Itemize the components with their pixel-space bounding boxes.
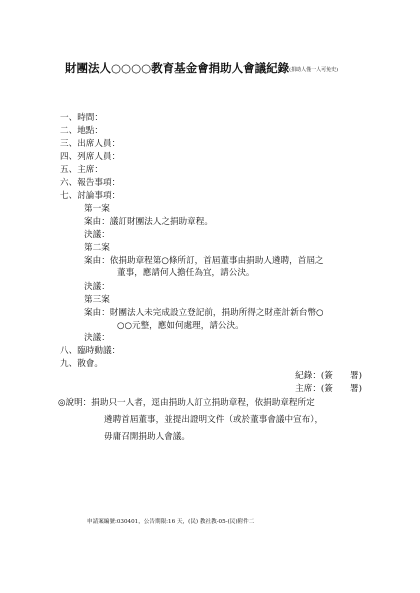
agenda-item-chair: 五、主席： <box>60 165 103 175</box>
recorder-signature: 紀錄：(簽 署) <box>295 371 362 381</box>
note-line-3: 毋庸召開捐助人會議。 <box>104 432 190 442</box>
agenda-item-adjournment: 九、散會。 <box>60 359 103 369</box>
agenda-item-location: 二、地點： <box>60 126 103 136</box>
chair-signature: 主席：(簽 署) <box>295 384 362 394</box>
agenda-item-extempore-motions: 八、臨時動議： <box>60 346 121 356</box>
agenda-item-discussion: 七、討論事項： <box>60 191 121 201</box>
agenda-item-attendees: 三、出席人員： <box>60 139 121 149</box>
case-2-reason-line-2: 董事，應請何人擔任為宜，請公決。 <box>117 268 255 278</box>
case-3-reason-line-2: ○○元整，應如何處理，請公決。 <box>117 321 244 331</box>
title-note: (捐助人僅一人可免史) <box>289 67 339 73</box>
agenda-item-time: 一、時間： <box>60 113 103 123</box>
case-1-reason: 案由：議訂財團法人之捐助章程。 <box>84 217 213 227</box>
note-line-2: 遴聘首屆董事，並提出證明文件（或於董事會議中宣布）， <box>104 415 324 425</box>
document-title <box>65 60 338 78</box>
title-text: 財團法人○○○○教育基金會捐助人會議紀錄 <box>65 61 290 75</box>
case-3-heading: 第三案 <box>84 295 110 305</box>
agenda-item-observers: 四、列席人員： <box>60 152 121 162</box>
case-3-resolution: 決議： <box>84 333 110 343</box>
case-2-reason-line-1: 案由：依捐助章程第○條所訂，首屆董事由捐助人遴聘，首屆之 <box>84 256 324 266</box>
footer-reference: 申請案編號:030401，公告期限:16 天，(民) 教社教-05-(民)附件二 <box>87 519 255 525</box>
case-2-resolution: 決議： <box>84 282 110 292</box>
case-3-reason-line-1: 案由：財團法人未完成設立登記前，捐助所得之財產計新台幣○ <box>84 308 324 318</box>
agenda-item-reports: 六、報告事項： <box>60 178 121 188</box>
case-1-heading: 第一案 <box>84 204 110 214</box>
case-1-resolution: 決議： <box>84 230 110 240</box>
case-2-heading: 第二案 <box>84 243 110 253</box>
note-line-1: ◎說明：捐助只一人者，逕由捐助人訂立捐助章程，依捐助章程所定 <box>58 398 315 408</box>
